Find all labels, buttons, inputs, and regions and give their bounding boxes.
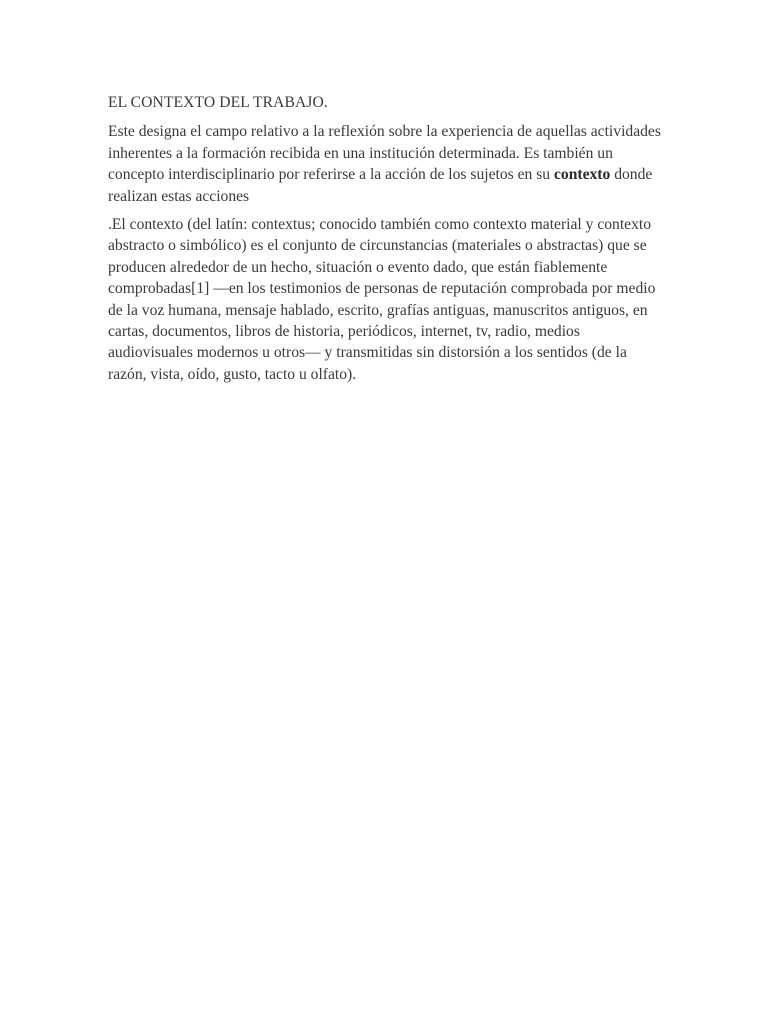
document-body <box>108 92 668 392</box>
document-title: EL CONTEXTO DEL TRABAJO. <box>108 94 328 111</box>
paragraph-context-latin: .El contexto (del latín: contextus; conocido también como contexto material y contexto abstracto o simbólico) es el conjunto de circunstancias (materiales o abstractas) que se producen alrededor de un hecho, situación o evento dado, que están fiablemente comprobadas[1] —en los testimonios de personas de reputación comprobada por medio de la voz humana, mensaje hablado, escrito, grafías antiguas, manuscritos antiguos, en cartas, documentos, libros de historia, periódicos, internet, tv, radio, medios audiovisuales modernos u otros— y transmitidas sin distorsión a los sentidos (de la razón, vista, oído, gusto, tacto u olfato). <box>108 216 656 383</box>
bold-term-contexto: contexto <box>554 166 611 184</box>
paragraph-definition-tail: donde realizan estas acciones <box>108 166 653 205</box>
paragraph-definition <box>108 121 668 207</box>
paragraph-definition-text: Este designa el campo relativo a la reflexión sobre la experiencia de aquellas actividades inherentes a la formación recibida en una institución determinada. Es también un concepto interdisciplinario por referirse a la acción de los sujetos en su <box>108 123 661 184</box>
